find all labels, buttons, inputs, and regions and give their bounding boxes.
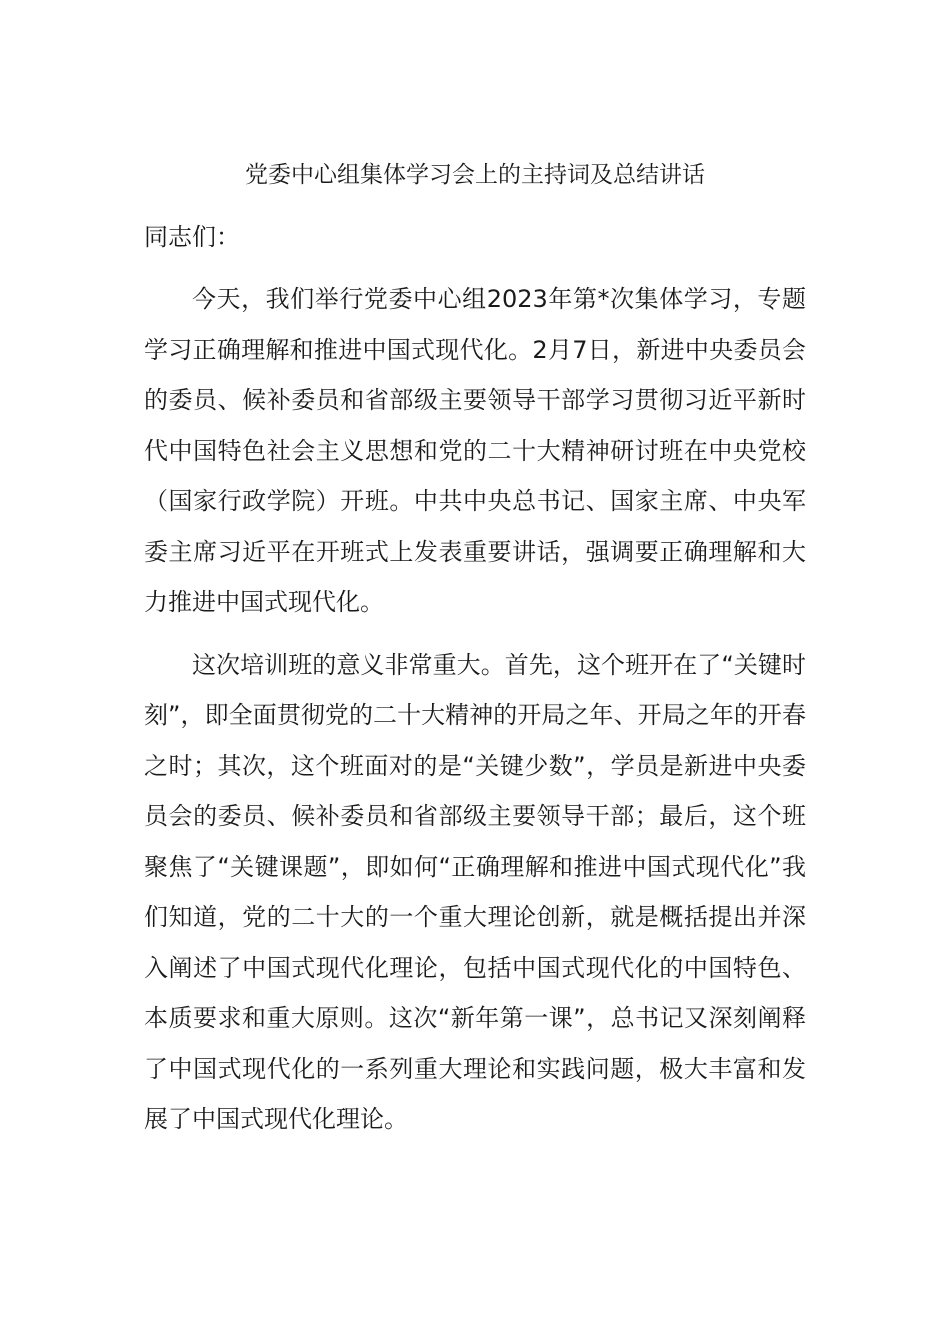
paragraph-1: 今天，我们举行党委中心组2023年第*次集体学习，专题学习正确理解和推进中国式现代化。2月7日，新进中央委员会的委员、候补委员和省部级主要领导干部学习贯彻习近平新时代中国特色社会主义思想和党的二十大精神研讨班在中央党校（国家行政学院）开班。中共中央总书记、国家主席、中央军委主席习近平在开班式上发表重要讲话，强调要正确理解和大力推进中国式现代化。	[144, 285, 806, 616]
document-body	[144, 150, 806, 1145]
paragraph-2: 这次培训班的意义非常重大。首先，这个班开在了“关键时刻”，即全面贯彻党的二十大精神的开局之年、开局之年的开春之时；其次，这个班面对的是“关键少数”，学员是新进中央委员会的委员、候补委员和省部级主要领导干部；最后，这个班聚焦了“关键课题”，即如何“正确理解和推进中国式现代化”我们知道，党的二十大的一个重大理论创新，就是概括提出并深入阐述了中国式现代化理论，包括中国式现代化的中国特色、本质要求和重大原则。这次“新年第一课”，总书记又深刻阐释了中国式现代化的一系列重大理论和实践问题，极大丰富和发展了中国式现代化理论。	[144, 650, 806, 1133]
document-title: 党委中心组集体学习会上的主持词及总结讲话	[245, 162, 705, 188]
salutation: 同志们：	[144, 223, 240, 251]
